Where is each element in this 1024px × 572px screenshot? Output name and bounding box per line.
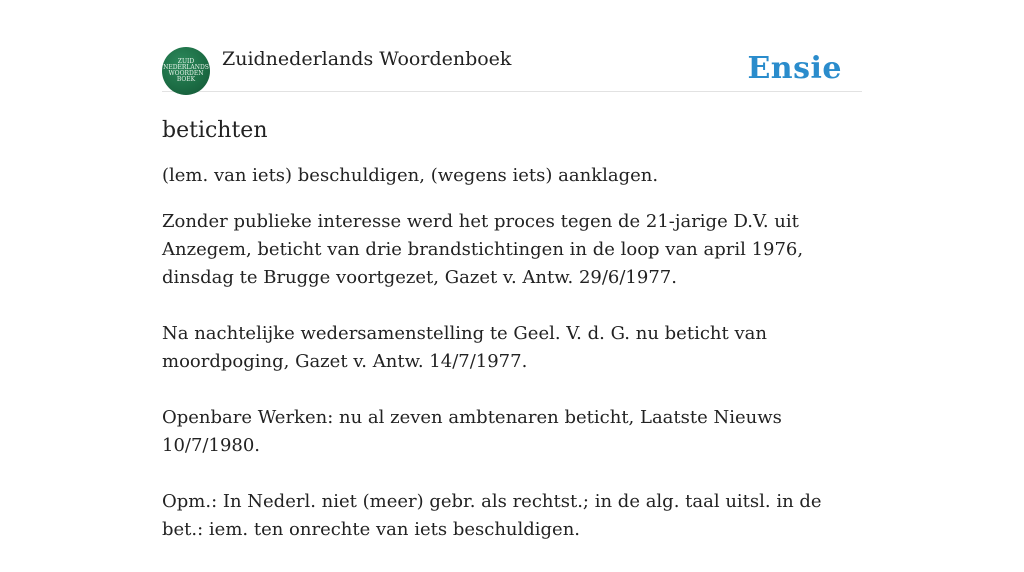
example-paragraph: Zonder publieke interesse werd het proces tegen de 21-jarige D.V. uit Anzegem, beticht van drie brandstichtingen in de loop van april 1976, dinsdag te Brugge voortgezet, Gazet v. Antw. 29/6/1977.	[162, 211, 804, 288]
entry-content	[162, 114, 862, 572]
logo-text-line: ZUID	[177, 58, 195, 65]
lemma-title: betichten	[162, 118, 268, 143]
usage-note: Opm.: In Nederl. niet (meer) gebr. als rechtst.; in de alg. taal uitsl. in de bet.: iem. ten onrechte van iets beschuldigen.	[162, 491, 822, 540]
logo-text-line: WOORDEN	[168, 70, 204, 77]
example-paragraph: Openbare Werken: nu al zeven ambtenaren beticht, Laatste Nieuws 10/7/1980.	[162, 407, 782, 456]
definition-text: (lem. van iets) beschuldigen, (wegens iets) aanklagen.	[162, 165, 659, 186]
dictionary-name-link[interactable]: Zuidnederlands Woordenboek	[222, 48, 512, 70]
ensie-brand-logo[interactable]: Ensie	[747, 51, 842, 86]
logo-text-line: BOEK	[176, 76, 196, 83]
example-paragraph: Na nachtelijke wedersamenstelling te Geel. V. d. G. nu beticht van moordpoging, Gazet v. Antw. 14/7/1977.	[162, 323, 767, 372]
logo-text-line: NEDERLANDS	[163, 64, 209, 71]
dictionary-logo[interactable]	[162, 47, 210, 95]
site-header	[162, 46, 862, 92]
